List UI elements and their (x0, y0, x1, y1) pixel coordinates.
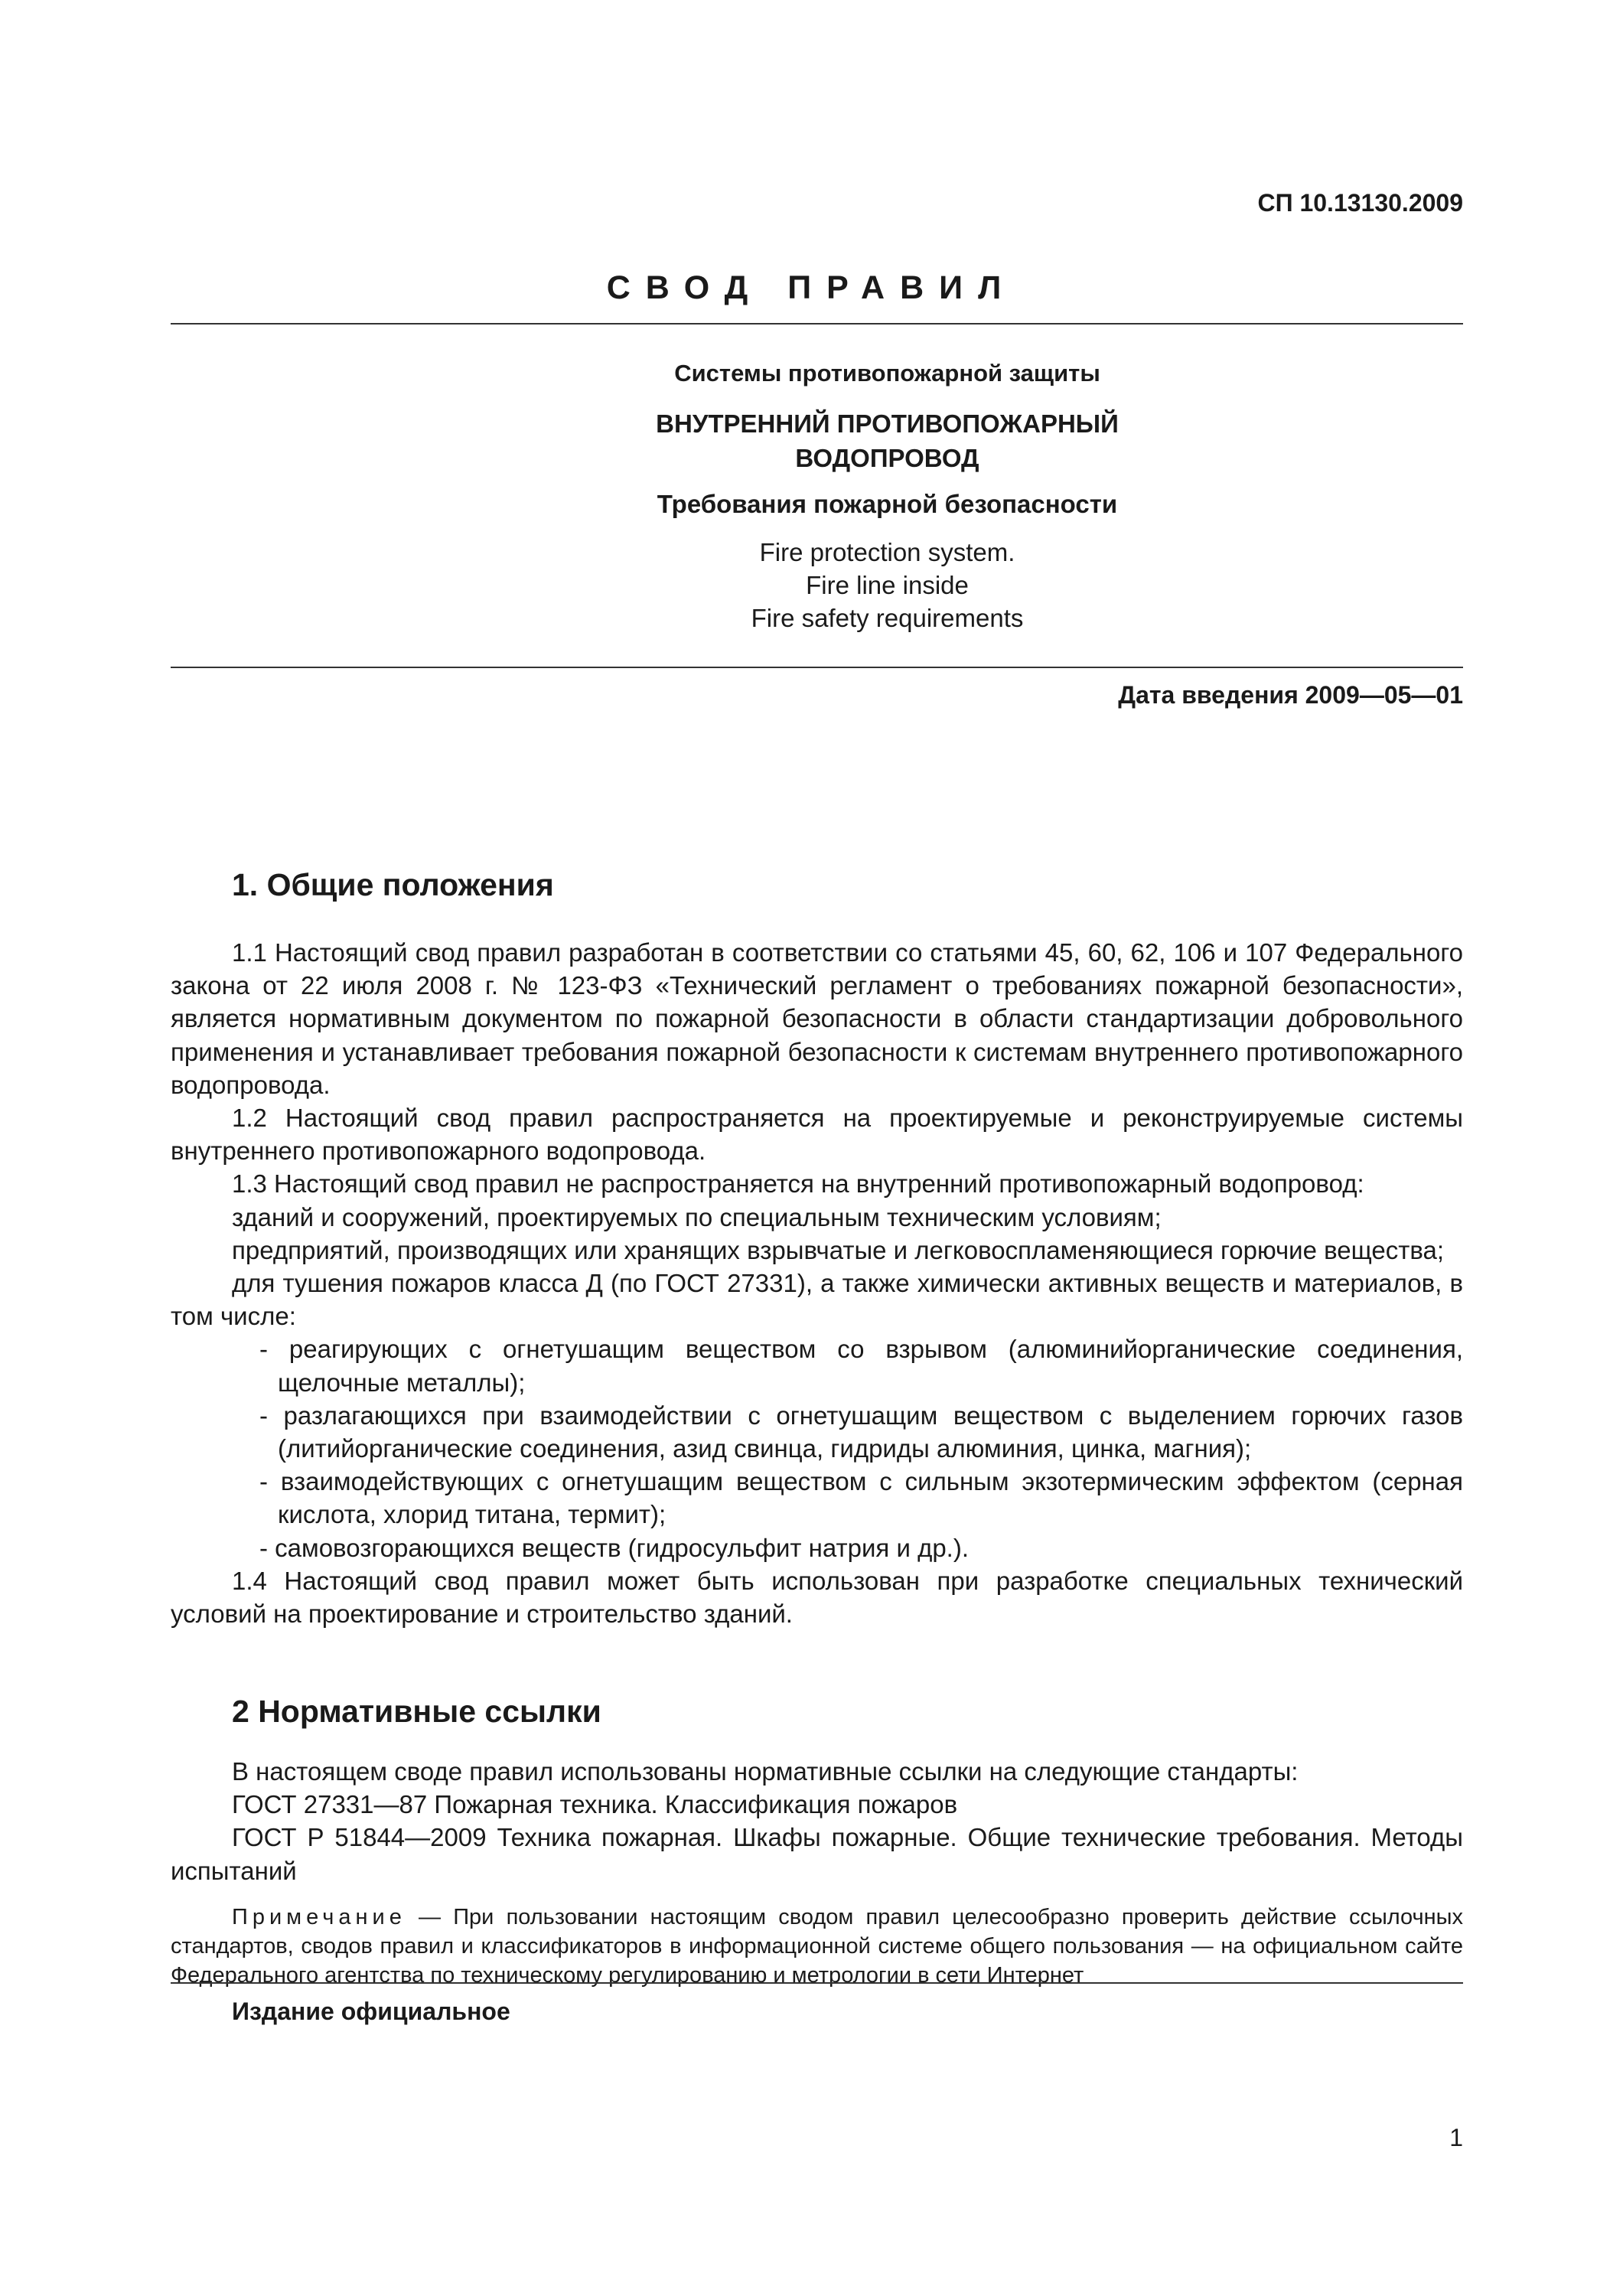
paragraph-1-1: 1.1 Настоящий свод правил разработан в соответствии со статьями 45, 60, 62, 106 и 107 Федерального закона от 22 июля 2008 г. № 123-ФЗ «Технический регламент о требованиях пожарной безопасности», является нормативным документом по пожарной безопасности в области стандартизации добровольного применения и устанавливает требования пожарной безопасности к системам внутреннего противопожарного водопровода. (171, 938, 1463, 1099)
english-title (171, 536, 1463, 634)
section-1-body (171, 936, 1463, 1630)
section-1-heading: 1. Общие положения (232, 867, 554, 902)
document-type-heading: СВОД ПРАВИЛ (606, 269, 1017, 306)
document-code: СП 10.13130.2009 (1257, 189, 1463, 217)
list-item-decomposing: - разлагающихся при взаимодействии с огнетушащим веществом с выделением горючих газов (литийорганические соединения, азид свинца, гидриды алюминия, цинка, магния); (259, 1401, 1463, 1463)
list-item-exothermic: - взаимодействующих с огнетушащим веществом с сильным экзотермическим эффектом (серная кислота, хлорид титана, термит); (259, 1467, 1463, 1529)
introduction-date: Дата введения 2009—05—01 (1118, 681, 1463, 709)
paragraph-2-intro: В настоящем своде правил использованы нормативные ссылки на следующие стандарты: (232, 1757, 1299, 1786)
top-divider (171, 323, 1463, 325)
english-title-line-2: Fire line inside (806, 571, 969, 599)
paragraph-1-4: 1.4 Настоящий свод правил может быть использован при разработке специальных технический условий на проектирование и строительство зданий. (171, 1566, 1463, 1629)
note-block (171, 1903, 1463, 1990)
footer-divider (171, 1982, 1463, 1984)
section-2-body (171, 1755, 1463, 1887)
english-title-line-3: Fire safety requirements (751, 604, 1024, 632)
paragraph-1-3: 1.3 Настоящий свод правил не распространяется на внутренний противопожарный водопровод: (232, 1169, 1364, 1199)
page-number: 1 (1449, 2124, 1463, 2151)
paragraph-exclusion-buildings: зданий и сооружений, проектируемых по специальным техническим условиям; (232, 1202, 1162, 1231)
list-item-self-igniting: - самовозгорающихся веществ (гидросульфит натрия и др.). (259, 1533, 969, 1562)
paragraph-exclusion-enterprises: предприятий, производящих или хранящих взрывчатые и легковоспламеняющиеся горючие вещества; (232, 1235, 1445, 1264)
list-item-reacting: - реагирующих с огнетушащим веществом со взрывом (алюминийорганические соединения, щелочные металлы); (259, 1335, 1463, 1397)
paragraph-1-2: 1.2 Настоящий свод правил распространяется на проектируемые и реконструируемые системы внутреннего противопожарного водопровода. (171, 1104, 1463, 1166)
requirements-subtitle: Требования пожарной безопасности (657, 490, 1118, 518)
english-title-line-1: Fire protection system. (759, 538, 1015, 566)
header-bottom-divider (171, 667, 1463, 668)
title-line-1: ВНУТРЕННИЙ ПРОТИВОПОЖАРНЫЙ (656, 409, 1119, 438)
section-2-heading: 2 Нормативные ссылки (232, 1694, 601, 1729)
official-edition-label: Издание официальное (232, 1998, 510, 2025)
reference-gost-27331: ГОСТ 27331—87 Пожарная техника. Классификация пожаров (232, 1790, 958, 1819)
paragraph-exclusion-class-d: для тушения пожаров класса Д (по ГОСТ 27331), а также химически активных веществ и материалов, в том числе: (171, 1269, 1463, 1331)
document-title (171, 406, 1463, 475)
system-subtitle: Системы противопожарной защиты (674, 360, 1100, 386)
note-label: Примечание (232, 1905, 406, 1929)
reference-gost-r-51844: ГОСТ Р 51844—2009 Техника пожарная. Шкафы пожарные. Общие технические требования. Методы испытаний (171, 1823, 1463, 1885)
note-text: — При пользовании настоящим сводом правил целесообразно проверить действие ссылочных стандартов, сводов правил и классификаторов в информационной системе общего пользования — на официальном сайте Федерального агентства по техническому регулированию и метрологии в сети Интернет (171, 1905, 1463, 1988)
title-line-2: ВОДОПРОВОД (795, 444, 979, 472)
